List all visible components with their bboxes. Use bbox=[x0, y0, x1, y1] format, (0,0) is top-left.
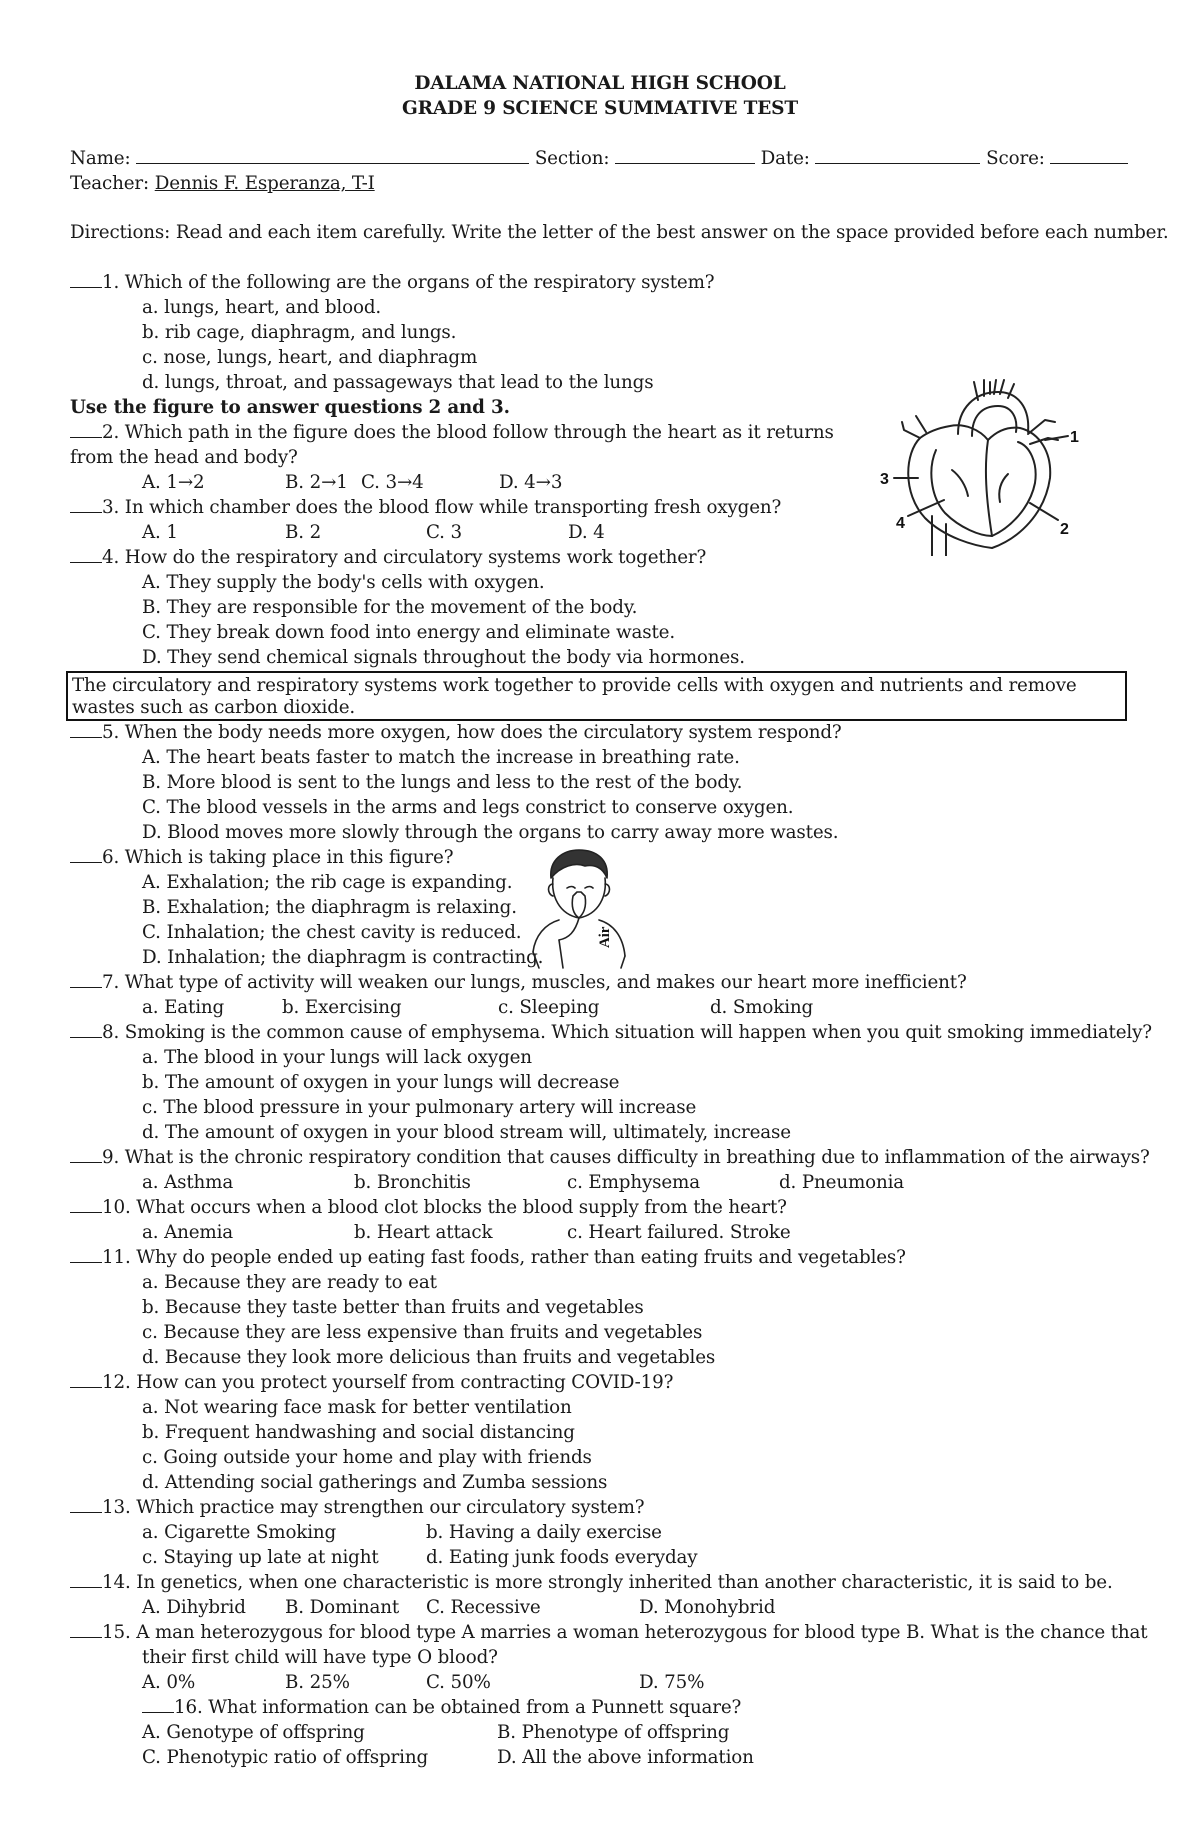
q10-choice-c: c. Heart failure bbox=[567, 1222, 707, 1243]
q9-choice-a: a. Asthma bbox=[142, 1172, 234, 1193]
q1-choice-d: d. lungs, throat, and passageways that lead to the lungs bbox=[142, 372, 654, 393]
q2-choice-d: D. 4→3 bbox=[499, 472, 563, 493]
teacher-line bbox=[70, 173, 375, 195]
q1-choice-b: b. rib cage, diaphragm, and lungs. bbox=[142, 322, 457, 343]
score-blank[interactable] bbox=[1050, 149, 1128, 164]
q7-choice-b: b. Exercising bbox=[282, 997, 402, 1018]
q16-choice-d: D. All the above information bbox=[497, 1747, 754, 1768]
score-label: Score: bbox=[986, 148, 1045, 169]
arm bbox=[559, 918, 579, 940]
q11-choice-c: c. Because they are less expensive than fruits and vegetables bbox=[142, 1322, 703, 1343]
question-6: 6. Which is taking place in this figure? bbox=[70, 847, 453, 869]
question-2: 2. Which path in the figure does the blood follow through the heart as it returns bbox=[70, 422, 834, 444]
q14-choice-b: B. Dominant bbox=[285, 1597, 400, 1618]
q16-choice-c: C. Phenotypic ratio of offspring bbox=[142, 1747, 429, 1768]
q16-choice-b: B. Phenotype of offspring bbox=[497, 1722, 730, 1743]
q13-choice-a: a. Cigarette Smoking bbox=[142, 1522, 337, 1543]
q15-choice-c: C. 50% bbox=[426, 1672, 491, 1693]
q4-choice-a: A. They supply the body's cells with oxygen. bbox=[142, 572, 545, 593]
heart-label-2: 2 bbox=[1060, 521, 1069, 538]
question-15: 15. A man heterozygous for blood type A marries a woman heterozygous for blood type B. What is the chance that bbox=[70, 1622, 1147, 1644]
q5-choice-a: A. The heart beats faster to match the increase in breathing rate. bbox=[142, 747, 740, 768]
q14-choice-a: A. Dihybrid bbox=[142, 1597, 246, 1618]
answer-blank-3[interactable] bbox=[70, 498, 102, 513]
q6-choice-d: D. Inhalation; the diaphragm is contracting. bbox=[142, 947, 544, 968]
heart-outline bbox=[908, 425, 1050, 548]
q7-choice-c: c. Sleeping bbox=[498, 997, 600, 1018]
q13-choice-c: c. Staying up late at night bbox=[142, 1547, 379, 1568]
question-7: 7. What type of activity will weaken our lungs, muscles, and makes our heart more inefficient? bbox=[70, 972, 967, 994]
q12-choice-a: a. Not wearing face mask for better ventilation bbox=[142, 1397, 572, 1418]
q3-choice-c: C. 3 bbox=[426, 522, 462, 543]
septum bbox=[986, 440, 992, 536]
name-blank[interactable] bbox=[136, 149, 529, 164]
section-label: Section: bbox=[534, 148, 610, 169]
q16-choice-a: A. Genotype of offspring bbox=[142, 1722, 365, 1743]
answer-blank-6[interactable] bbox=[70, 848, 102, 863]
vena-cava-top bbox=[902, 416, 926, 438]
answer-blank-10[interactable] bbox=[70, 1198, 102, 1213]
question-12: 12. How can you protect yourself from contracting COVID-19? bbox=[70, 1372, 673, 1394]
q5-choice-b: B. More blood is sent to the lungs and less to the rest of the body. bbox=[142, 772, 743, 793]
answer-blank-4[interactable] bbox=[70, 548, 102, 563]
q3-choice-b: B. 2 bbox=[285, 522, 322, 543]
answer-blank-7[interactable] bbox=[70, 973, 102, 988]
vena-cava-bottom bbox=[932, 516, 946, 556]
q1-choice-c: c. nose, lungs, heart, and diaphragm bbox=[142, 347, 478, 368]
answer-blank-13[interactable] bbox=[70, 1498, 102, 1513]
question-4: 4. How do the respiratory and circulatory systems work together? bbox=[70, 547, 706, 569]
eyes bbox=[567, 887, 593, 889]
answer-blank-1[interactable] bbox=[70, 273, 102, 288]
answer-blank-8[interactable] bbox=[70, 1023, 102, 1038]
teacher-label: Teacher: bbox=[70, 173, 150, 194]
q6-choice-a: A. Exhalation; the rib cage is expanding. bbox=[142, 872, 513, 893]
q10-choice-d: d. Stroke bbox=[707, 1222, 791, 1243]
heart-label-3: 3 bbox=[880, 471, 889, 488]
figure-instruction: Use the figure to answer questions 2 and 3. bbox=[70, 397, 510, 418]
student-info-line bbox=[70, 148, 1128, 170]
heart-inner-wall bbox=[931, 442, 1035, 536]
pulmonary-vessels bbox=[1028, 420, 1058, 444]
valve-right bbox=[999, 474, 1008, 502]
q11-choice-b: b. Because they taste better than fruits and vegetables bbox=[142, 1297, 644, 1318]
q10-choice-b: b. Heart attack bbox=[354, 1222, 493, 1243]
question-15-cont: their first child will have type O blood? bbox=[142, 1647, 498, 1668]
valve-left bbox=[952, 470, 968, 496]
question-11: 11. Why do people ended up eating fast foods, rather than eating fruits and vegetables? bbox=[70, 1247, 906, 1269]
q7-choice-a: a. Eating bbox=[142, 997, 225, 1018]
breathing-boy-figure bbox=[525, 848, 630, 970]
q2-choice-b: B. 2→1 bbox=[285, 472, 348, 493]
q12-choice-c: c. Going outside your home and play with friends bbox=[142, 1447, 592, 1468]
q11-choice-a: a. Because they are ready to eat bbox=[142, 1272, 437, 1293]
answer-blank-16[interactable] bbox=[142, 1698, 174, 1713]
hair bbox=[551, 850, 607, 878]
question-3: 3. In which chamber does the blood flow while transporting fresh oxygen? bbox=[70, 497, 781, 519]
q1-choice-a: a. lungs, heart, and blood. bbox=[142, 297, 382, 318]
heart-label-1: 1 bbox=[1070, 429, 1079, 446]
answer-blank-5[interactable] bbox=[70, 723, 102, 738]
answer-blank-12[interactable] bbox=[70, 1373, 102, 1388]
q8-choice-c: c. The blood pressure in your pulmonary artery will increase bbox=[142, 1097, 697, 1118]
teacher-name: Dennis F. Esperanza, T-I bbox=[154, 173, 375, 194]
answer-blank-11[interactable] bbox=[70, 1248, 102, 1263]
q6-choice-c: C. Inhalation; the chest cavity is reduced. bbox=[142, 922, 522, 943]
q7-choice-d: d. Smoking bbox=[710, 997, 814, 1018]
air-label: Air bbox=[597, 926, 613, 948]
answer-blank-2[interactable] bbox=[70, 423, 102, 438]
answer-blank-15[interactable] bbox=[70, 1623, 102, 1638]
hand-on-nose bbox=[572, 892, 585, 918]
q15-choice-d: D. 75% bbox=[639, 1672, 705, 1693]
q5-choice-d: D. Blood moves more slowly through the organs to carry away more wastes. bbox=[142, 822, 839, 843]
q10-choice-a: a. Anemia bbox=[142, 1222, 234, 1243]
question-16: 16. What information can be obtained from a Punnett square? bbox=[142, 1697, 741, 1719]
branch-1 bbox=[974, 380, 990, 400]
q4-choice-c: C. They break down food into energy and eliminate waste. bbox=[142, 622, 675, 643]
q9-choice-c: c. Emphysema bbox=[567, 1172, 700, 1193]
q12-choice-b: b. Frequent handwashing and social distancing bbox=[142, 1422, 575, 1443]
q13-choice-b: b. Having a daily exercise bbox=[426, 1522, 662, 1543]
school-name: DALAMA NATIONAL HIGH SCHOOL bbox=[414, 73, 786, 94]
question-9: 9. What is the chronic respiratory condition that causes difficulty in breathing due to inflammation of the airways? bbox=[70, 1147, 1150, 1169]
question-10: 10. What occurs when a blood clot blocks the blood supply from the heart? bbox=[70, 1197, 787, 1219]
q9-choice-d: d. Pneumonia bbox=[779, 1172, 905, 1193]
q15-choice-b: B. 25% bbox=[285, 1672, 350, 1693]
q9-choice-b: b. Bronchitis bbox=[354, 1172, 471, 1193]
q8-choice-a: a. The blood in your lungs will lack oxygen bbox=[142, 1047, 532, 1068]
q3-choice-d: D. 4 bbox=[568, 522, 605, 543]
answer-blank-9[interactable] bbox=[70, 1148, 102, 1163]
test-title: GRADE 9 SCIENCE SUMMATIVE TEST bbox=[401, 98, 799, 119]
q12-choice-d: d. Attending social gatherings and Zumba sessions bbox=[142, 1472, 608, 1493]
date-label: Date: bbox=[760, 148, 810, 169]
directions: Directions: Read and each item carefully. Write the letter of the best answer on the space provided before each number. bbox=[70, 222, 1169, 243]
q13-choice-d: d. Eating junk foods everyday bbox=[426, 1547, 698, 1568]
q8-choice-d: d. The amount of oxygen in your blood stream will, ultimately, increase bbox=[142, 1122, 791, 1143]
q4-choice-d: D. They send chemical signals throughout the body via hormones. bbox=[142, 647, 745, 668]
face bbox=[553, 878, 606, 918]
date-blank[interactable] bbox=[815, 149, 980, 164]
answer-blank-14[interactable] bbox=[70, 1573, 102, 1588]
q8-choice-b: b. The amount of oxygen in your lungs will decrease bbox=[142, 1072, 620, 1093]
q4-choice-b: B. They are responsible for the movement of the body. bbox=[142, 597, 638, 618]
heart-diagram bbox=[880, 378, 1090, 556]
q14-choice-d: D. Monohybrid bbox=[639, 1597, 776, 1618]
q2-choice-c: C. 3→4 bbox=[361, 472, 424, 493]
q3-choice-a: A. 1 bbox=[142, 522, 178, 543]
question-2-cont: from the head and body? bbox=[70, 447, 298, 468]
question-13: 13. Which practice may strengthen our circulatory system? bbox=[70, 1497, 644, 1519]
question-5: 5. When the body needs more oxygen, how does the circulatory system respond? bbox=[70, 722, 842, 744]
q5-choice-c: C. The blood vessels in the arms and legs constrict to conserve oxygen. bbox=[142, 797, 794, 818]
name-label: Name: bbox=[70, 148, 131, 169]
section-blank[interactable] bbox=[615, 149, 755, 164]
question-14: 14. In genetics, when one characteristic is more strongly inherited than another characteristic, it is said to be. bbox=[70, 1572, 1113, 1594]
q11-choice-d: d. Because they look more delicious than fruits and vegetables bbox=[142, 1347, 716, 1368]
info-box: The circulatory and respiratory systems work together to provide cells with oxygen and nutrients and remove wastes such as carbon dioxide. bbox=[66, 671, 1127, 721]
heart-label-4: 4 bbox=[896, 515, 905, 532]
q2-choice-a: A. 1→2 bbox=[142, 472, 205, 493]
q6-choice-b: B. Exhalation; the diaphragm is relaxing. bbox=[142, 897, 517, 918]
q15-choice-a: A. 0% bbox=[142, 1672, 196, 1693]
question-8: 8. Smoking is the common cause of emphysema. Which situation will happen when you quit smoking immediately? bbox=[70, 1022, 1152, 1044]
question-1: 1. Which of the following are the organs of the respiratory system? bbox=[70, 272, 714, 294]
q14-choice-c: C. Recessive bbox=[426, 1597, 541, 1618]
